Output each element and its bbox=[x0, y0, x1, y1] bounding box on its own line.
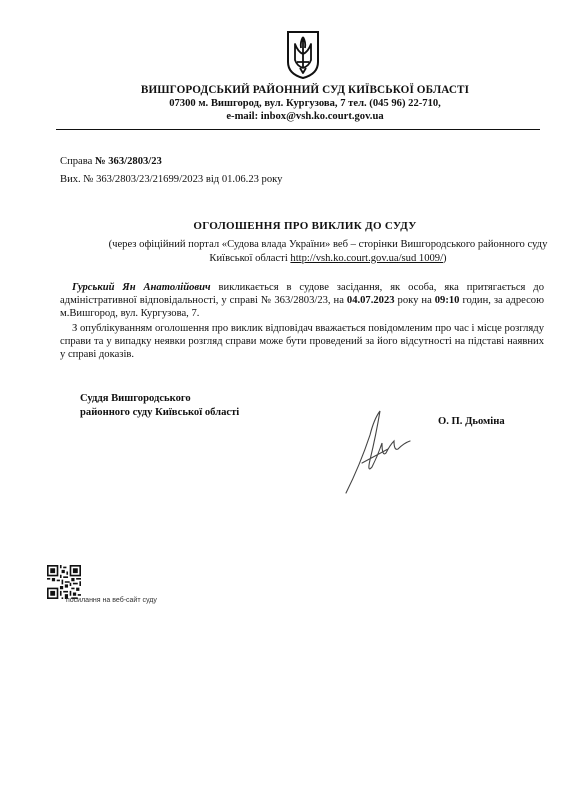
hearing-time: 09:10 bbox=[434, 295, 460, 307]
court-website-link[interactable]: http://vsh.ko.court.gov.ua/sud 1009/ bbox=[290, 252, 444, 264]
court-name: ВИШГОРОДСЬКИЙ РАЙОННИЙ СУД КИЇВСЬКОЇ ОБЛАСТІ bbox=[140, 84, 470, 96]
trident-emblem-icon bbox=[284, 28, 322, 80]
judge-title-line-2: районного суду Київської області bbox=[80, 407, 240, 418]
judge-title bbox=[80, 392, 239, 420]
qr-caption: посилання на веб-сайт суду bbox=[66, 597, 157, 604]
court-email: e-mail: inbox@vsh.ko.court.gov.ua bbox=[226, 111, 384, 122]
notice-paragraph: З опублікуванням оголошення про виклик відповідач вважається повідомленим про час і місце розгляду справи та у випадку неявки розгляд справи може бути проведений за його відсутності на підставі наявних у справі доказів. bbox=[60, 323, 544, 361]
note-close: ) bbox=[443, 252, 447, 264]
summons-text-3: годин, за адресою м.Вишгород, вул. Кургузова, 7. bbox=[60, 295, 544, 320]
case-number-value: № 363/2803/23 bbox=[94, 156, 162, 167]
summons-text-2: року на bbox=[394, 295, 435, 307]
publication-note bbox=[108, 238, 548, 265]
hearing-date: 04.07.2023 bbox=[346, 295, 395, 307]
note-text: (через офіційний портал «Судова влада України» веб – сторінки Вишгородського районного суду Київської області bbox=[108, 239, 548, 264]
document-title: ОГОЛОШЕННЯ ПРО ВИКЛИК ДО СУДУ bbox=[193, 220, 417, 232]
handwritten-signature bbox=[340, 405, 430, 500]
outgoing-reference: Вих. № 363/2803/23/21699/2023 від 01.06.23 року bbox=[60, 174, 283, 185]
defendant-name: Гурський Ян Анатолійович bbox=[72, 282, 211, 293]
case-number bbox=[60, 156, 162, 167]
court-address: 07300 м. Вишгород, вул. Кургузова, 7 тел. (045 96) 22-710, bbox=[169, 98, 441, 109]
judge-name: О. П. Дьоміна bbox=[438, 416, 505, 427]
case-label: Справа bbox=[60, 156, 93, 167]
header-divider bbox=[56, 129, 540, 130]
summons-text-1: викликається в судове засідання, як особа, яка притягається до адміністративної відповідальності, у справі № 363/2803/23, на bbox=[60, 282, 544, 307]
summons-paragraph bbox=[60, 281, 544, 321]
qr-code-icon[interactable] bbox=[47, 565, 81, 599]
judge-title-line-1: Суддя Вишгородського bbox=[80, 393, 191, 404]
